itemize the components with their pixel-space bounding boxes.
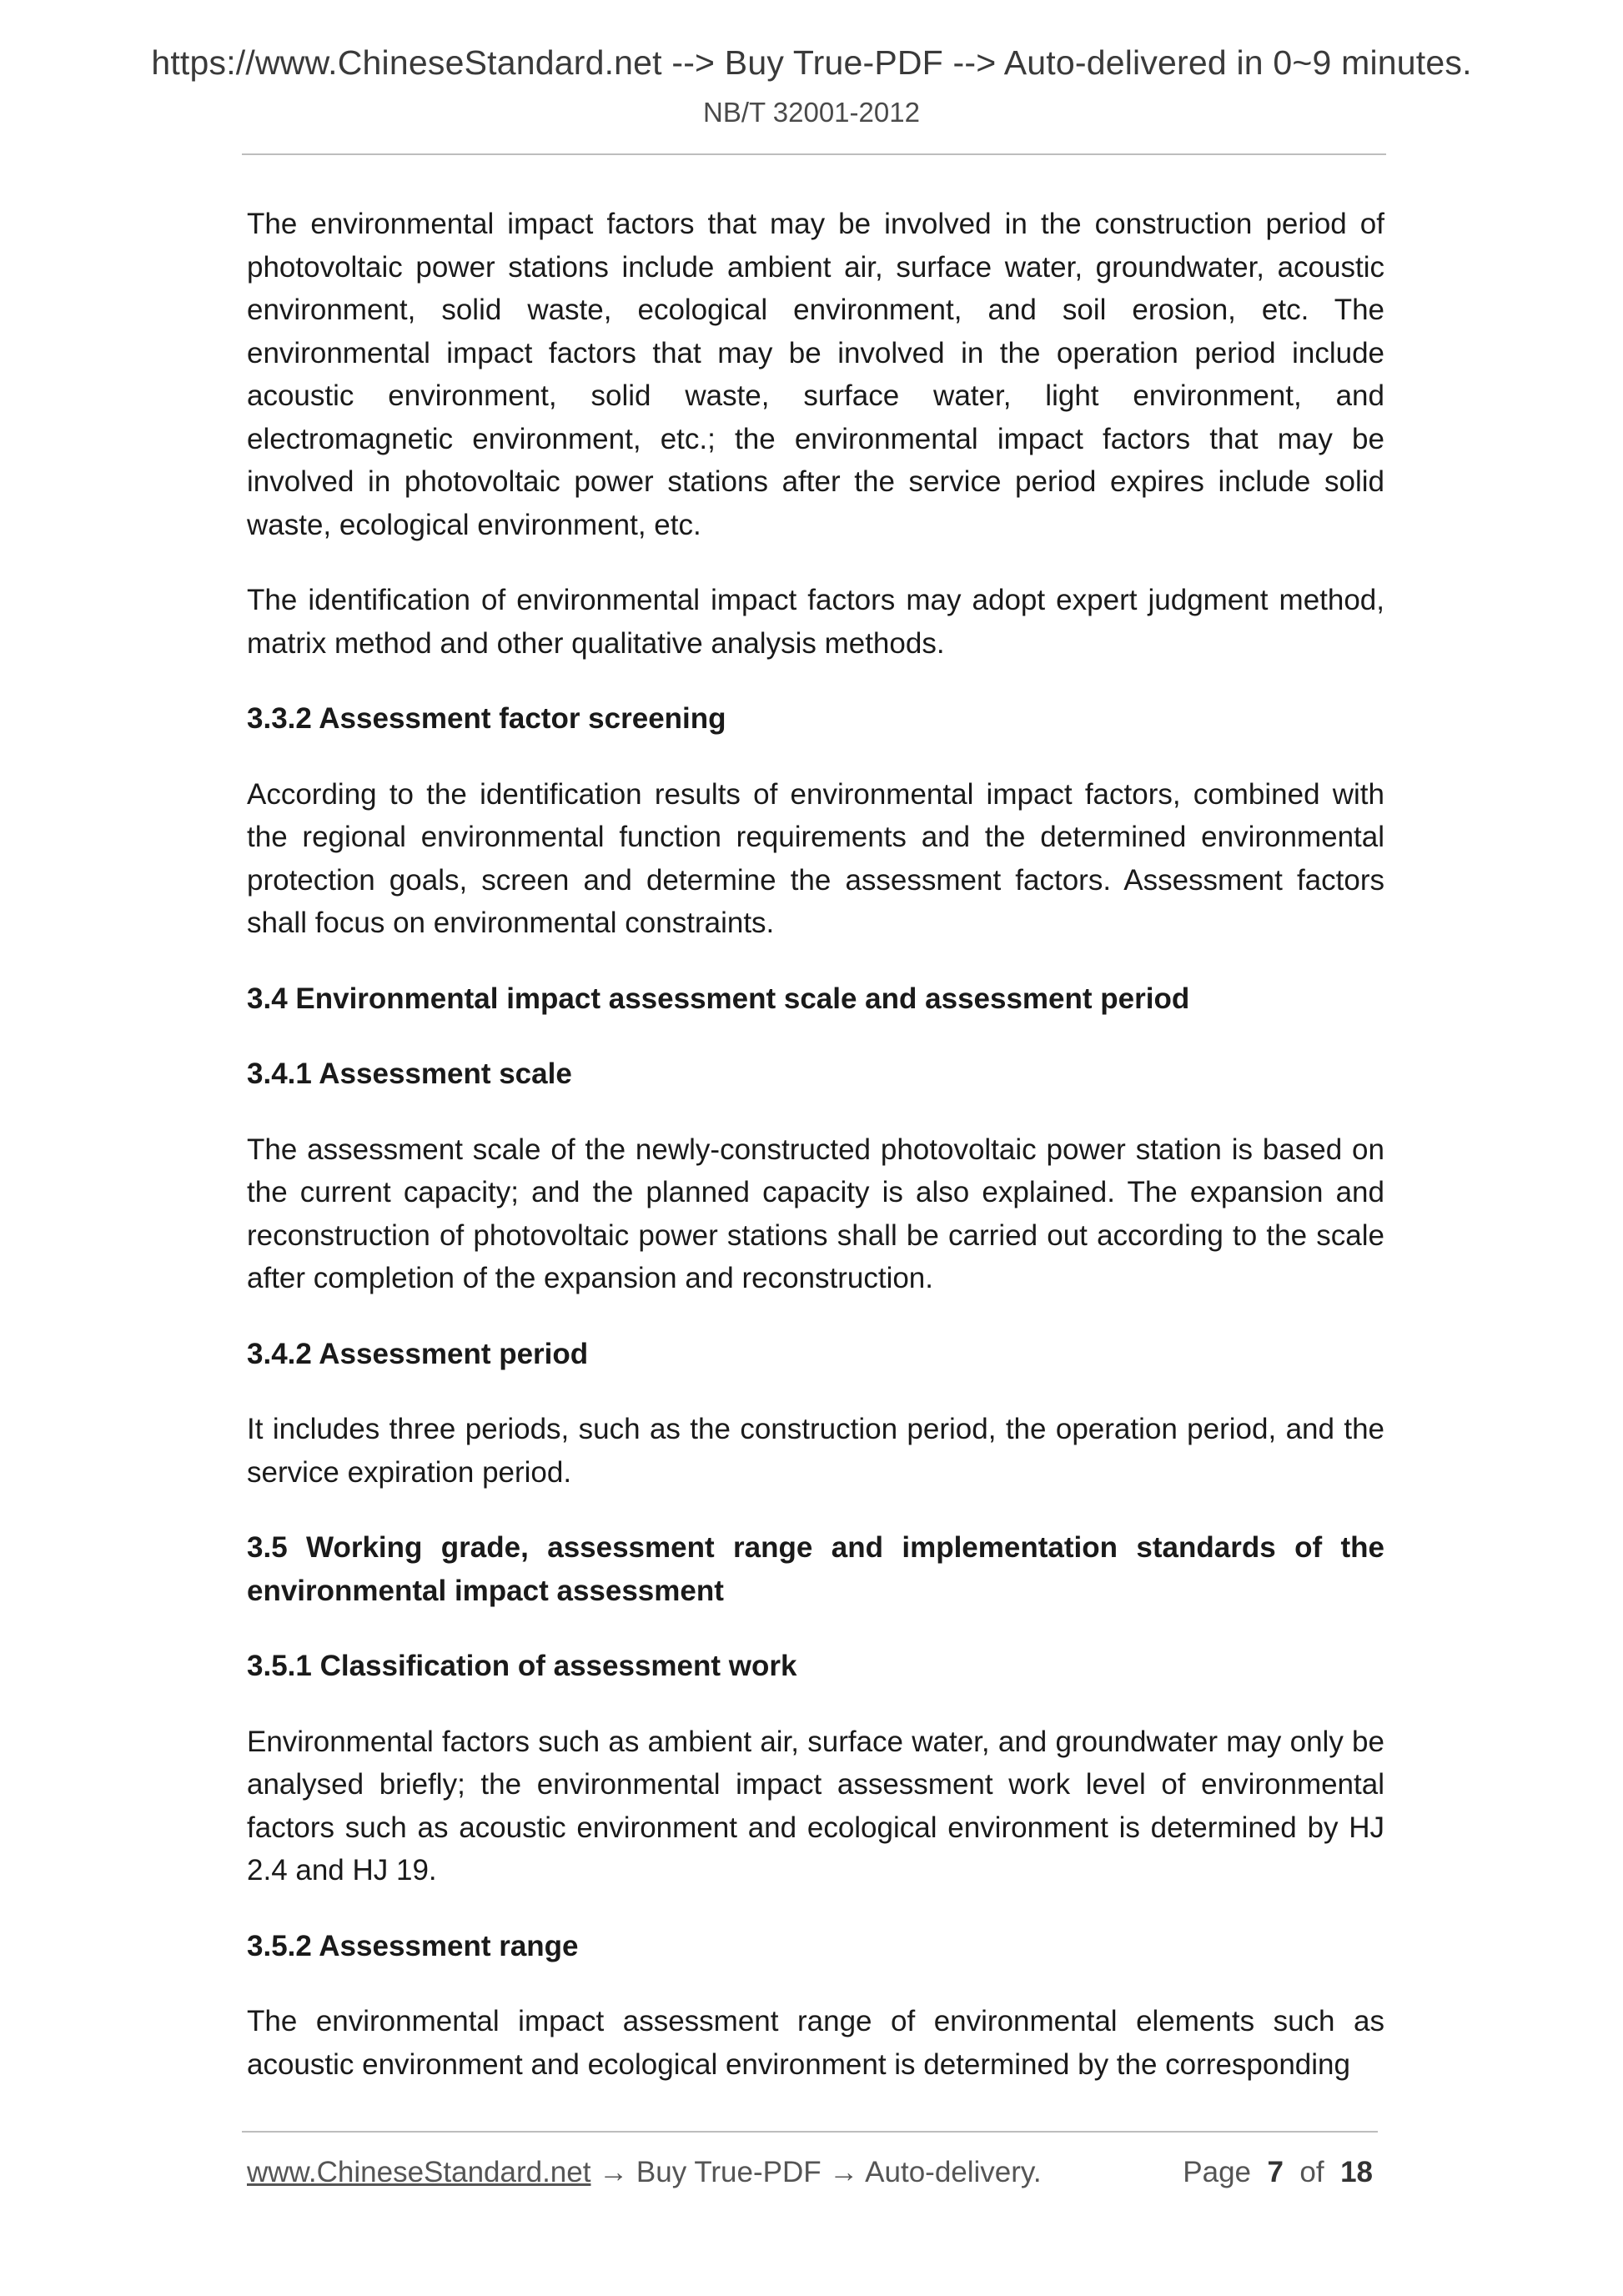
heading-3-5: 3.5 Working grade, assessment range and implementation standards of the environmental impact assessment	[247, 1531, 1384, 1607]
page-label: Page	[1183, 2156, 1252, 2188]
page-of: of	[1299, 2156, 1324, 2188]
footer-tagline: → Buy True-PDF → Auto-delivery.	[590, 2156, 1042, 2188]
paragraph-work-classification: Environmental factors such as ambient air, surface water, and groundwater may only be analysed briefly; the environmental impact assessment work level of environmental factors such as acoustic environment and ecological environment is determined by HJ 2.4 and HJ 19.	[247, 1725, 1384, 1887]
paragraph-assessment-period: It includes three periods, such as the construction period, the operation period, and the service expiration period.	[247, 1413, 1384, 1489]
footer-site-link[interactable]: www.ChineseStandard.net	[247, 2156, 591, 2188]
paragraph-assessment-range: The environmental impact assessment range of environmental elements such as acoustic environment and ecological environment is determined by the corresponding	[247, 2005, 1384, 2081]
heading-3-4-2: 3.4.2 Assessment period	[247, 1337, 589, 1370]
document-code: NB/T 32001-2012	[703, 97, 920, 128]
page-total: 18	[1340, 2156, 1373, 2188]
paragraph-assessment-scale: The assessment scale of the newly-constructed photovoltaic power station is based on the current capacity; and the planned capacity is also explained. The expansion and reconstruction of photovoltaic power stations shall be carried out according to the scale after completion of the expansion and reconstruction.	[247, 1133, 1384, 1294]
heading-3-5-1: 3.5.1 Classification of assessment work	[247, 1650, 797, 1682]
heading-3-4: 3.4 Environmental impact assessment scale and assessment period	[247, 982, 1190, 1015]
footer-divider	[242, 2131, 1378, 2133]
paragraph-identification-methods: The identification of environmental impact factors may adopt expert judgment method, matrix method and other qualitative analysis methods.	[247, 584, 1384, 660]
footer	[247, 2156, 1373, 2189]
page-indicator	[1183, 2156, 1373, 2189]
paragraph-impact-factors: The environmental impact factors that may be involved in the construction period of photovoltaic power stations include ambient air, surface water, groundwater, acoustic environment, solid waste, ecological environment, and soil erosion, etc. The environmental impact factors that may be involved in the operation period include acoustic environment, solid waste, surface water, light environment, and electromagnetic environment, etc.; the environmental impact factors that may be involved in photovoltaic power stations after the service period expires include solid waste, ecological environment, etc.	[247, 208, 1384, 541]
paragraph-factor-screening: According to the identification results of environmental impact factors, combined with the regional environmental function requirements and the determined environmental protection goals, screen and determine the assessment factors. Assessment factors shall focus on environmental constraints.	[247, 777, 1384, 939]
heading-3-5-2: 3.5.2 Assessment range	[247, 1929, 579, 1962]
top-banner-link[interactable]: https://www.ChineseStandard.net --> Buy True-PDF --> Auto-delivered in 0~9 minutes.	[151, 43, 1472, 82]
page-content	[247, 203, 1384, 2086]
heading-3-4-1: 3.4.1 Assessment scale	[247, 1058, 572, 1090]
heading-3-3-2: 3.3.2 Assessment factor screening	[247, 702, 726, 735]
page-current: 7	[1267, 2156, 1284, 2188]
header-divider	[242, 153, 1386, 155]
